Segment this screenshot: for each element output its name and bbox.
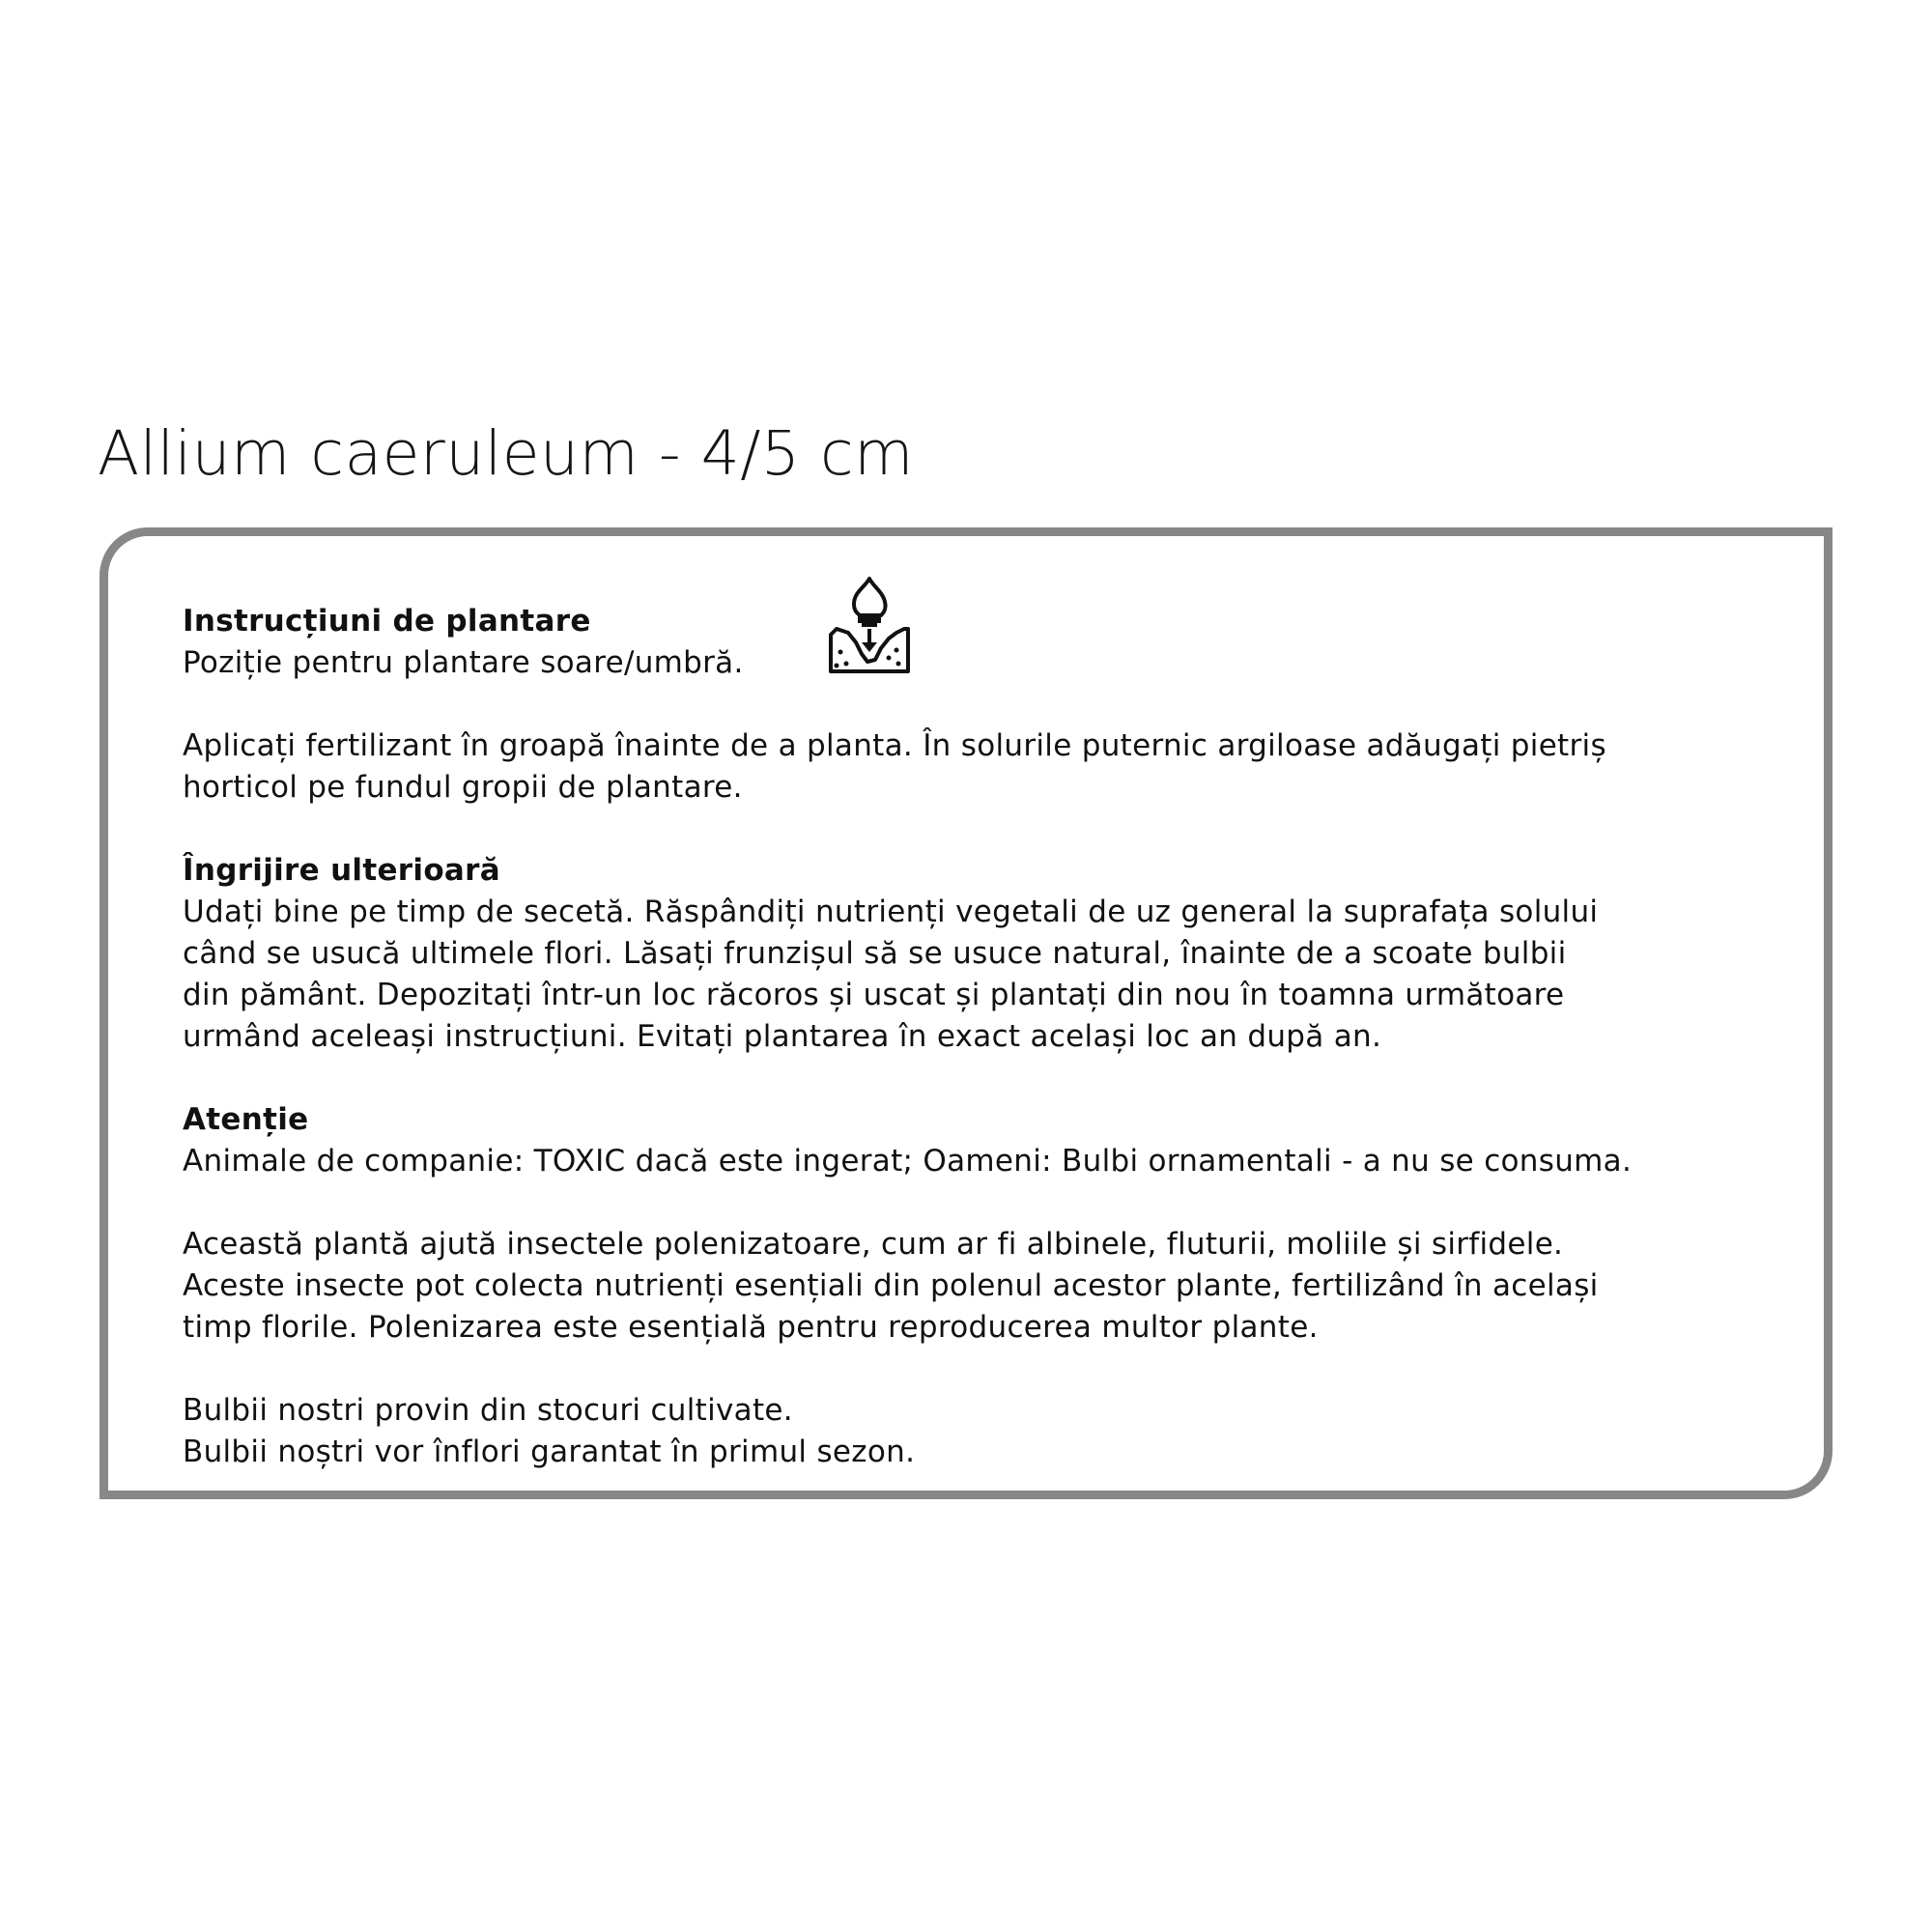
text-line: horticol pe fundul gropii de plantare. [183,770,743,805]
spacer [183,1058,1805,1099]
section-aftercare [183,850,1805,1058]
text-line: Poziție pentru plantare soare/umbră. [183,645,744,680]
spacer [183,1349,1805,1390]
section-heading-planting: Instrucțiuni de plantare [183,604,591,639]
text-line: Animale de companie: TOXIC dacă este ingerat; Oameni: Bulbi ornamentali - a nu se consuma. [183,1144,1633,1179]
section-fertilizer [183,725,1805,809]
text-line: Bulbii noștri vor înflori garantat în primul sezon. [183,1435,916,1469]
product-title: Allium caeruleum - 4/5 cm [98,418,915,489]
text-line: Udați bine pe timp de secetă. Răspândiți nutrienți vegetali de uz general la suprafața solului [183,895,1599,929]
text-line: urmând aceleași instrucțiuni. Evitați plantarea în exact același loc an după an. [183,1019,1382,1054]
spacer [183,809,1805,850]
section-planting [183,601,1805,684]
text-line: timp florile. Polenizarea este esențială pentru reproducerea multor plante. [183,1310,1319,1345]
text-line: când se usucă ultimele flori. Lăsați frunzișul să se usuce natural, înainte de a scoate bulbii [183,936,1567,971]
text-line: din pământ. Depozitați într-un loc răcoros și uscat și plantați din nou în toamna următoare [183,978,1565,1012]
section-warning [183,1099,1805,1182]
spacer [183,684,1805,725]
section-pollinators [183,1224,1805,1349]
section-heading-warning: Atenție [183,1102,309,1137]
text-line: Bulbii nostri provin din stocuri cultivate. [183,1393,793,1428]
instructions-content [183,601,1805,1473]
spacer [183,1182,1805,1224]
text-line: Aceste insecte pot colecta nutrienți esențiali din polenul acestor plante, fertilizând în același [183,1268,1599,1303]
text-line: Această plantă ajută insectele polenizatoare, cum ar fi albinele, fluturii, moliile și sirfidele. [183,1227,1564,1262]
section-guarantee [183,1390,1805,1473]
section-heading-aftercare: Îngrijire ulterioară [183,853,500,888]
text-line: Aplicați fertilizant în groapă înainte de a planta. În solurile puternic argiloase adăugați pietriș [183,728,1606,763]
